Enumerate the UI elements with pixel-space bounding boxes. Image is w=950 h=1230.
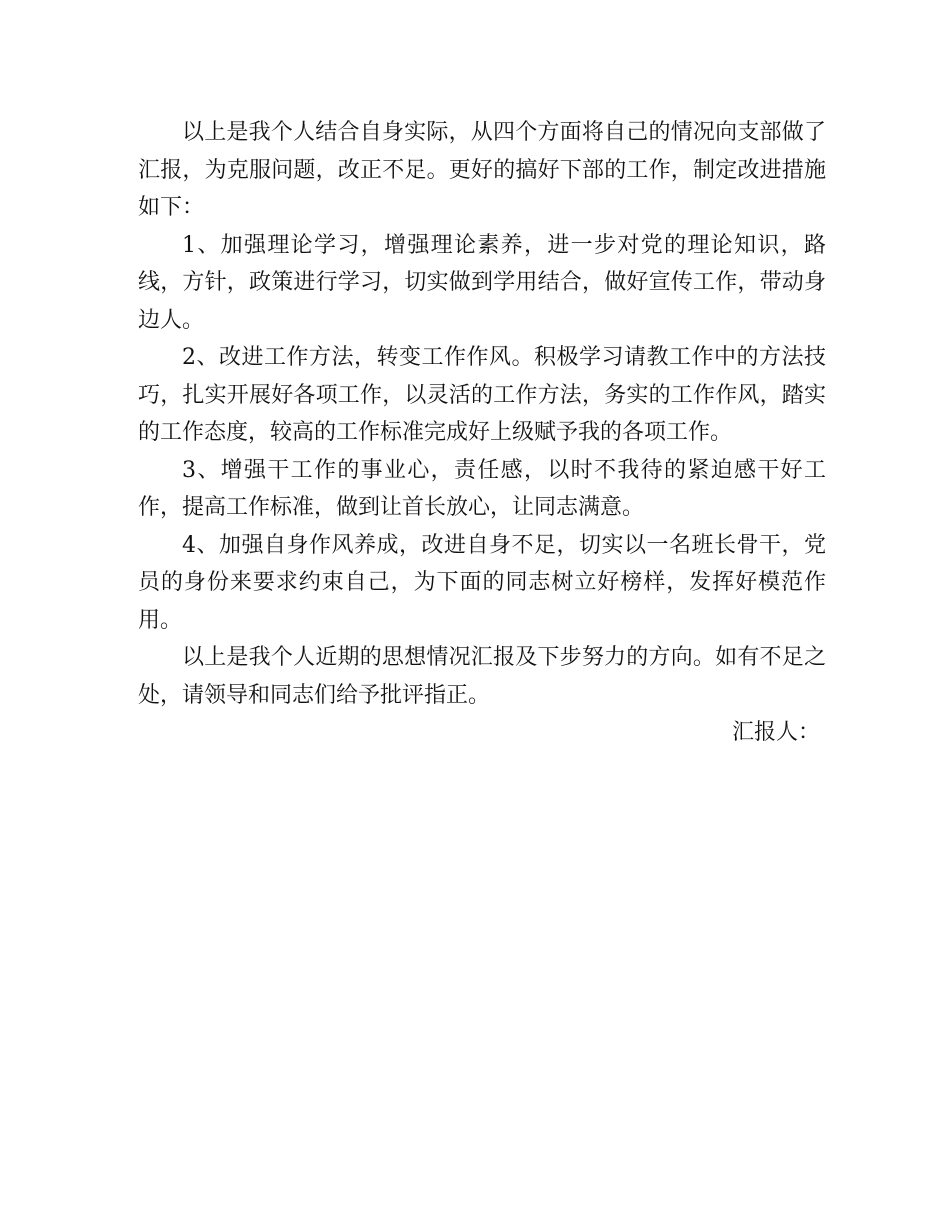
paragraph-measure-1: 1、加强理论学习，增强理论素养，进一步对党的理论知识，路线，方针，政策进行学习，切实做到学用结合，做好宣传工作，带动身边人。	[138, 232, 826, 333]
paragraph-measure-2: 2、改进工作方法，转变工作作风。积极学习请教工作中的方法技巧，扎实开展好各项工作，以灵活的工作方法，务实的工作作风，踏实的工作态度，较高的工作标准完成好上级赋予我的各项工作。	[138, 345, 826, 445]
paragraph-intro: 以上是我个人结合自身实际，从四个方面将自己的情况向支部做了汇报，为克服问题，改正不足。更好的搞好下部的工作，制定改进措施如下：	[138, 120, 826, 220]
signature-label: 汇报人：	[731, 720, 820, 745]
paragraph-measure-3: 3、增强干工作的事业心，责任感，以时不我待的紧迫感干好工作，提高工作标准，做到让首长放心，让同志满意。	[138, 457, 826, 520]
document-body	[138, 114, 826, 752]
paragraph-measure-4: 4、加强自身作风养成，改进自身不足，切实以一名班长骨干，党员的身份来要求约束自己，为下面的同志树立好榜样，发挥好模范作用。	[138, 532, 826, 633]
paragraph-closing: 以上是我个人近期的思想情况汇报及下步努力的方向。如有不足之处，请领导和同志们给予批评指正。	[138, 645, 826, 708]
